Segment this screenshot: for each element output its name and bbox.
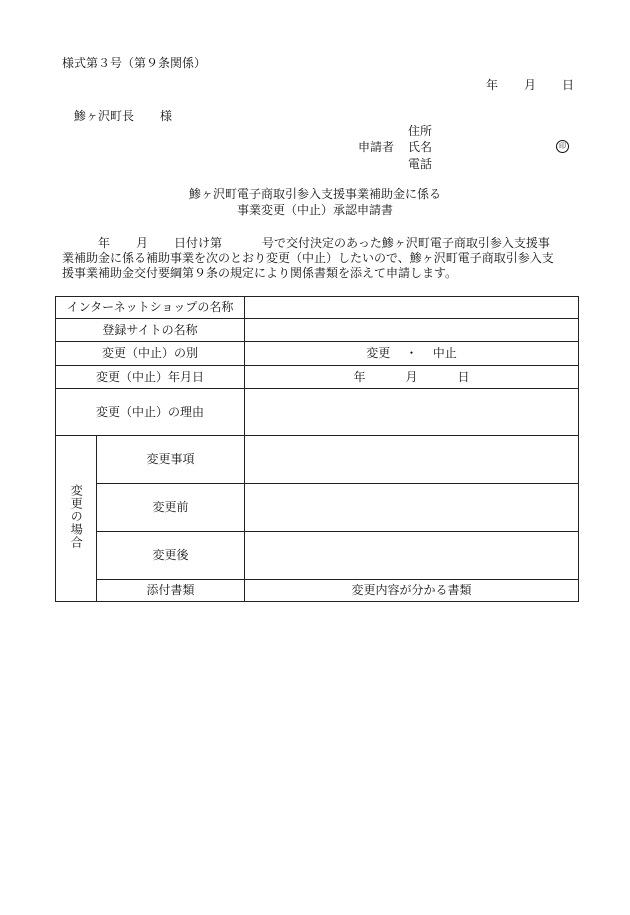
- date-month-label: 月: [524, 78, 537, 92]
- form-number: 様式第３号（第９条関係）: [62, 56, 207, 70]
- attachment-label: 添付書類: [97, 580, 245, 602]
- table-row: [56, 580, 579, 602]
- date-year-label: 年: [486, 78, 499, 92]
- change-item-label: 変更事項: [97, 436, 245, 484]
- site-name-label: 登録サイトの名称: [56, 319, 245, 342]
- table-row: [56, 342, 579, 366]
- application-date: [486, 78, 574, 92]
- recipient-honorific: 様: [160, 109, 173, 123]
- application-body: [62, 236, 582, 281]
- body-year: 年: [98, 236, 111, 250]
- table-row: [56, 436, 579, 484]
- body-line-2: 業補助金に係る補助事業を次のとおり変更（中止）したいので、鯵ヶ沢町電子商取引参入支: [62, 251, 554, 265]
- shop-name-field[interactable]: [245, 297, 579, 319]
- applicant-label: 申請者: [358, 140, 395, 154]
- type-field[interactable]: [245, 342, 579, 366]
- change-date-field[interactable]: [245, 366, 579, 389]
- change-date-day: 日: [457, 369, 470, 384]
- body-month: 月: [136, 236, 149, 250]
- change-item-field[interactable]: [245, 436, 579, 484]
- change-date-year: 年: [353, 369, 366, 384]
- application-form-table: [55, 296, 579, 602]
- applicant-phone-label: 電話: [408, 157, 433, 171]
- table-row: [56, 484, 579, 532]
- type-option-stop: 中止: [432, 346, 457, 361]
- site-name-field[interactable]: [245, 319, 579, 342]
- date-day-label: 日: [562, 78, 575, 92]
- type-label: 変更（中止）の別: [56, 342, 245, 366]
- document-title-line2: 事業変更（中止）承認申請書: [236, 203, 393, 217]
- type-option-change: 変更: [366, 346, 391, 361]
- body-line1-rest: 号で交付決定のあった鯵ヶ沢町電子商取引参入支援事: [262, 236, 550, 250]
- change-case-cell: [56, 436, 97, 602]
- attachment-value: 変更内容が分かる書類: [245, 580, 579, 602]
- type-separator: ・: [405, 346, 418, 361]
- before-label: 変更前: [97, 484, 245, 532]
- change-case-label: 変更の場合: [69, 484, 84, 550]
- body-line-3: 援事業補助金交付要綱第９条の規定により関係書類を添えて申請します。: [62, 266, 458, 280]
- reason-field[interactable]: [245, 389, 579, 436]
- table-row: [56, 319, 579, 342]
- applicant-name-label: 氏名: [408, 140, 433, 154]
- table-row: [56, 532, 579, 580]
- change-date-label: 変更（中止）年月日: [56, 366, 245, 389]
- body-line-1: [62, 236, 582, 251]
- after-label: 変更後: [97, 532, 245, 580]
- table-row: [56, 297, 579, 319]
- seal-mark: 印: [556, 140, 569, 153]
- change-date-month: 月: [405, 369, 418, 384]
- recipient-name: 鯵ヶ沢町長: [74, 109, 135, 123]
- table-row: [56, 389, 579, 436]
- body-date-suffix: 日付け第: [174, 236, 223, 250]
- document-title-line1: 鯵ヶ沢町電子商取引参入支援事業補助金に係る: [188, 187, 441, 201]
- recipient: [74, 109, 172, 123]
- before-field[interactable]: [245, 484, 579, 532]
- table-row: [56, 366, 579, 389]
- reason-label: 変更（中止）の理由: [56, 389, 245, 436]
- applicant-address-label: 住所: [408, 124, 433, 138]
- after-field[interactable]: [245, 532, 579, 580]
- shop-name-label: インターネットショップの名称: [56, 297, 245, 319]
